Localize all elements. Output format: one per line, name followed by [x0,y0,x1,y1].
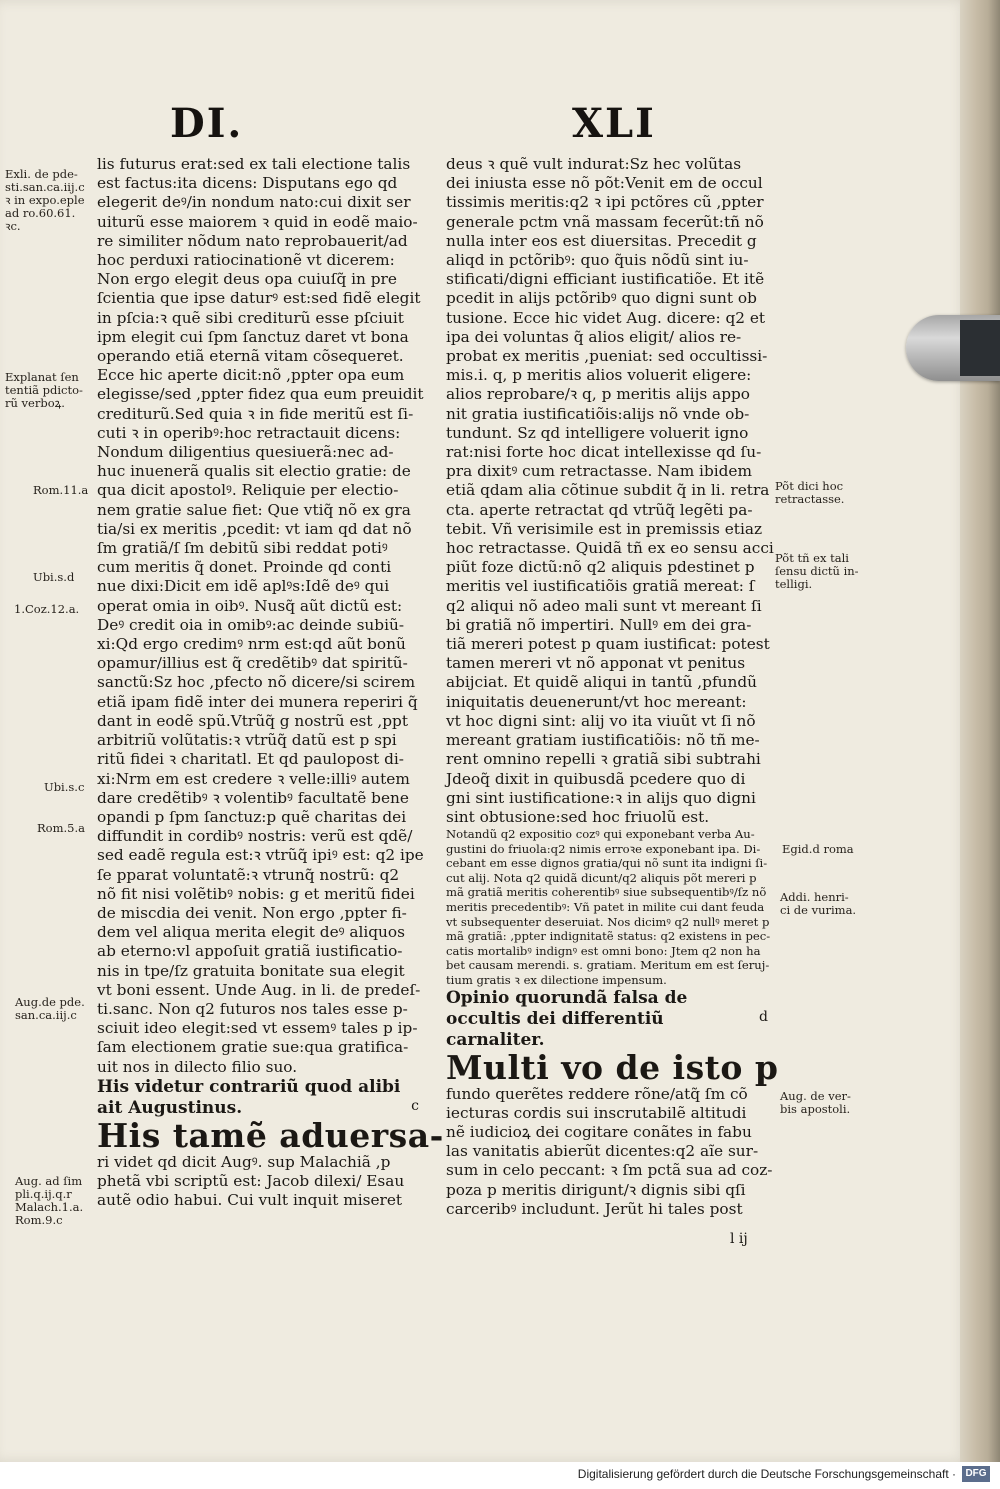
running-head-left: DI. [170,100,244,147]
text-line: generale pctm vnã massam fecerũt:tñ nõ [446,212,764,231]
text-line: stificati/digni efficiant iustificatiõe. Et itẽ [446,270,765,289]
text-line: iecturas cordis sui inscrutabilẽ altitudi [446,1103,747,1122]
text-line: cum meritis q̃ donet. Proinde qd conti [97,558,392,577]
text-line: Nondum diligentius quesiuerã:nec ad- [97,443,394,462]
note-line: bet causam merendi. s. gratiam. Meritum em est ſeruj- [446,958,770,973]
note-line: gustini do friuola:q2 nimis erroꝛe exponebant ipa. Di- [446,841,761,856]
text-line: phetã vbi scriptũ est: Jacob dilexi/ Esau [97,1171,405,1190]
text-line: ſe pparat voluntatẽ:ꝛ vtrunq̃ nostrũ: q2 [97,865,400,884]
text-line: sum in celo peccant: ꝛ ſm pctã sua ad coz- [446,1161,773,1180]
text-line: Non ergo elegit deus opa cuiuſq̃ in pre [97,270,397,289]
text-line: ritũ fidei ꝛ charitatl. Et qd paulopost di- [97,750,404,769]
text-line: vt hoc digni sint: alij vo ita viuũt vt ſi nõ [446,711,756,730]
text-line: pra dixitꝰ cum retractasse. Nam ibidem [446,462,752,481]
text-line: arbitriũ volũtatis:ꝛ vtrũq̃ datũ est p spi [97,731,397,750]
text-line: hoc retractasse. Quidã tñ ex eo sensu acci [446,539,774,558]
text-line: rat:nisi forte hoc dicat intellexisse qd ſu- [446,443,762,462]
text-line: lis futurus erat:sed ex tali electione talis [97,155,411,173]
text-line: sint obtusione:sed hoc friuolũ est. [446,807,710,826]
text-line: diffundit in cordibꝰ nostris: verũ est qdẽ/ [97,827,413,846]
folio-signature: l ij [730,1231,748,1247]
clip-shadow [960,320,1000,376]
text-line: aliqd in pctõribꝰ: quo q̃uis nõdũ sint iu- [446,251,749,270]
text-line: opamur/illius est q̃ credẽtibꝰ dat spiritũ- [97,654,408,673]
dfg-logo-icon: DFG [962,1466,990,1482]
note-line: mã gratiã: ,ppter indignitatẽ status: q2 existens in pec- [446,929,771,944]
text-line: ti.sanc. Non q2 futuros nos tales esse p- [97,999,408,1018]
text-line: xi:Nrm em est credere ꝛ velle:illiꝰ autem [97,769,410,788]
text-line: operando etiã eternã vitam cõsequeret. [97,347,404,366]
text-line: tissimis meritis:q2 ꝛ ipi pctõres cũ ,ppter [446,193,764,212]
text-line: tamen mereri vt nõ apponat vt penitus [446,654,746,673]
margin-note-left: Exli. de pde- sti.san.ca.iij.c ꝛ in expo.eple ad ro.60.61. ꝛc. [5,167,85,233]
text-line: elegisse/sed ,ppter fidez qua eum preuidit [97,385,424,404]
text-line: fundo querẽtes reddere rõne/atq̃ ſm cõ [446,1084,748,1103]
margin-note-right: Aug. de ver- bis apostoli. [780,1089,851,1116]
text-line: ri videt qd dicit Augꝰ. sup Malachiã ,p [97,1152,391,1171]
text-line: meritis vel iustificatiõis gratiã mereat: ſ [446,577,755,596]
text-line: dem vel aliqua merita elegit deꝰ aliquos [97,923,405,942]
note-line: tium gratis ꝛ ex dilectione impensum. [446,973,667,988]
text-line: opandi p ſpm ſanctuz:p quẽ charitas dei [97,807,407,826]
note-line: Notandũ q2 expositio cozꝰ qui exponebant verba Au- [446,827,755,842]
margin-note-left: Aug. ad ſim pli.q.ij.q.r Malach.1.a. Rom.9.c [15,1174,84,1227]
footer-credit: Digitalisierung gefördert durch die Deutsche Forschungsgemeinschaft · [577,1467,956,1481]
text-line: tundunt. Sz qd intelligere voluerit igno [446,423,749,442]
note-line: mã gratiã meritis coherentibꝰ siue subsequentibꝰ/ſz nõ [446,885,767,900]
text-line: pcedit in alijs pctõribꝰ quo digni sunt ob [446,289,757,308]
text-line: tia/si ex meritis ,pcedit: vt iam qd dat nõ [97,519,412,538]
text-line: Jdeoq̃ dixit in quibusdã pcedere quo di [446,769,746,788]
text-line: nẽ iudicioꝝ dei cogitare conãtes in fabu [446,1123,752,1142]
text-line: uiturũ esse maiorem ꝛ quid in eodẽ maio- [97,212,418,231]
text-line: Ecce hic aperte dicit:nõ ,ppter opa eum [97,366,405,385]
margin-note-left: Explanat ſen tentiã pdicto- rũ verboꝝ. [5,370,83,410]
initial-big-text: Multi vo de isto p [446,1047,779,1087]
text-line: nis in tpe/ſz gratuita bonitate sua elegit [97,961,405,980]
text-line: ſcientia que ipse daturꝰ est:sed fidẽ elegit [97,289,421,308]
margin-note-left: Rom.11.a [33,483,89,497]
text-line: nõ fit nisi volẽtibꝰ nobis: g et meritũ fidei [97,884,415,903]
section-heading: His videtur contrariũ quod alibi ait Augustinus. [97,1076,401,1118]
text-line: vt boni essent. Unde Aug. in li. de predeſ- [97,980,421,999]
text-line: sanctũ:Sz hoc ,pfecto nõ dicere/si scirem [97,673,416,692]
margin-note-left: Aug.de pde. san.ca.iij.c [15,995,85,1022]
text-line: huc inuenerã qualis sit electio gratie: de [97,462,411,481]
margin-note-left: Rom.5.a [37,821,85,835]
section-heading: Opinio quorundã falsa de occultis dei differentiũ carnaliter. [446,987,688,1050]
text-line: probat ex meritis ,pueniat: sed occultissi- [446,347,768,366]
text-line: xi:Qd ergo credimꝰ nrm est:qd aũt bonũ [97,635,406,654]
margin-note-right: Põt tñ ex tali ſensu dictũ in- telligi. [775,551,859,591]
text-line: dant in eodẽ spũ.Vtrũq̃ g nostrũ est ,ppt [97,711,408,730]
text-line: ſam electionem gratie sue:qua gratifica- [97,1038,409,1057]
text-line: q2 aliqui nõ adeo mali sunt vt mereant ſi [446,596,762,615]
note-line: meritis precedentibꝰ: Vñ patet in milite cui dant feuda [446,900,765,915]
note-line: vt subsequenter deseruiat. Nos dicimꝰ q2 nullꝰ meret p [446,914,770,929]
text-line: ipm elegit cui ſpm ſanctuz daret vt bona [97,327,409,346]
text-line: dei iniusta esse nõ põt:Venit em de occul [446,174,763,193]
text-line: de miscdia dei venit. Non ergo ,ppter fi- [97,903,407,922]
text-line: bi gratiã nõ impertiri. Nullꝰ em dei gra- [446,615,752,634]
margin-note-left: Ubi.s.d [33,570,75,584]
text-line: alios reprobare/ꝛ q, p meritis alijs appo [446,385,751,404]
text-line: cuti ꝛ in operibꝰ:hoc retractauit dicens: [97,423,401,442]
page-edge [960,0,1000,1462]
text-line: piũt foze dictũ:nõ q2 aliquis pdestinet p [446,558,755,577]
initial-big-text: His tamẽ aduersa- [97,1115,444,1155]
text-line: mis.i. q, p meritis alios voluerit eligere: [446,366,752,385]
running-head-right: XLI [572,100,656,147]
section-marker: c [411,1097,419,1114]
text-column-right [446,155,779,1219]
text-line: carceribꝰ includunt. Jerũt hi tales post [446,1199,743,1218]
text-line: etiã ipam fidẽ inter dei munera reperiri q̃ [97,692,418,711]
section-marker: d [759,1008,768,1025]
text-line: nue dixi:Dicit em idẽ aplꝰs:Idẽ deꝰ qui [97,577,390,596]
text-line: nit gratia iustificatiõis:alijs nõ vnde ob- [446,404,750,423]
text-line: nulla inter eos est diuersitas. Precedit g [446,231,757,250]
margin-note-right: Egid.d roma [782,842,854,856]
text-line: qua dicit apostolꝰ. Reliquie per electio- [97,481,399,500]
text-line: Deꝰ credit oia in omibꝰ:ac deinde subiũ- [97,615,404,634]
text-line: crediturũ.Sed quia ꝛ in fide meritũ est ſi- [97,404,414,423]
note-line: catis mortalibꝰ indignꝰ est omni bono: Jtem q2 non ha [446,943,761,958]
text-line: deus ꝛ quẽ vult indurat:Sz hec volũtas [446,155,742,173]
text-line: etiã qdam alia cõtinue subdit q̃ in li. retra [446,481,770,500]
note-line: cebant em esse dignos gratia/qui nõ sunt ita indigni ſi- [446,856,768,871]
text-line: ipa dei voluntas q̃ alios eligit/ alios re- [446,327,742,346]
text-column-left [97,155,444,1210]
text-line: autẽ odio habui. Cui vult inquit miseret [97,1191,403,1210]
text-line: tusione. Ecce hic videt Aug. dicere: q2 et [446,308,766,327]
text-line: uit nos in dilecto filio suo. [97,1057,298,1076]
text-line: tebit. Vñ verisimile est in premissis etiaz [446,519,763,538]
text-line: ab eterno:vl appoſuit gratiã iustificatio- [97,942,403,961]
text-line: poza p meritis dirigunt/ꝛ dignis sibi qſi [446,1180,746,1199]
text-line: gni sint iustificatione:ꝛ in alijs quo digni [446,788,756,807]
margin-note-left: 1.Coz.12.a. [14,602,80,616]
text-line: hoc perduxi ratiocinationẽ vt dicerem: [97,251,395,270]
text-line: sed eadẽ regula est:ꝛ vtrũq̃ ipiꝰ est: q2 ipe [97,846,424,865]
margin-note-left: Ubi.s.c [44,780,85,794]
text-line: re similiter nõdum nato reprobauerit/ad [97,231,408,250]
text-line: ſm gratiã/ſ ſm debitũ sibi reddat potiꝰ [97,539,388,558]
text-line: in pſcia:ꝛ quẽ sibi crediturũ esse pſciuit [97,308,404,327]
text-line: cta. aperte retractat qd vtrũq̃ legẽti pa- [446,500,753,519]
text-line: iniquitatis deuenerunt/vt hoc mereant: [446,692,747,711]
text-line: operat omia in oibꝰ. Nusq̃ aũt dictũ est: [97,596,403,615]
text-line: rent omnino repelli ꝛ gratiã sibi subtrahi [446,750,761,769]
text-line: nem gratie salue fiet: Que vtiq̃ nõ ex gra [97,500,411,519]
text-line: sciuit ideo elegit:sed vt essemꝰ tales p ip- [97,1019,418,1038]
margin-note-right: Põt dici hoc retractasse. [775,479,845,506]
text-line: elegerit deꝰ/in nondum nato:cui dixit ser [97,193,411,212]
text-line: mereant gratiam iustificatiõis: nõ tñ me- [446,731,760,750]
text-line: dare credẽtibꝰ ꝛ volentibꝰ facultatẽ bene [97,788,409,807]
text-line: abijciat. Et quidẽ aliqui in tantũ ,pfundũ [446,673,757,692]
note-line: cut alij. Nota q2 quidã dicunt/q2 aliquis põt mereri p [446,870,757,885]
text-line: tiã mereri potest p quam iustificat: potest [446,635,770,654]
text-line: las vanitatis abierũt dicentes:q2 aĩe sur- [446,1142,759,1161]
text-line: est factus:ita dicens: Disputans ego qd [97,174,398,193]
margin-note-right: Addi. henri- ci de vurima. [780,890,857,917]
